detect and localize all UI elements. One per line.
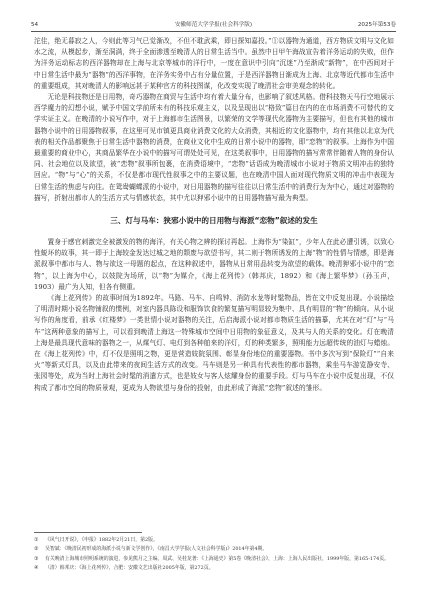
issue-info: 2025年第53卷 xyxy=(357,22,396,28)
footnote-mark: ② xyxy=(34,546,39,553)
footnotes xyxy=(34,536,394,574)
page-number: 54 xyxy=(31,22,39,28)
footnote-text: 《风气日开说》，《申报》1882年2月21日，第2版。 xyxy=(45,537,158,543)
paragraph: 《海上花列传》的故事时间为1892年。马路、马车、自鸣钟、消防水龙等时髦物品，皆在文中反复出现。小说描绘了明清时期小说名物铺叙的惯例，对室内器具陈设和服饰饮食的繁复描写明显较为集中、具有明显的“物”的倾向。从小说写作的角度看，前承《红楼梦》一类世情小说对器物的关注，后启海派小说对都市物质生活的描摹，尤其在对“灯”与“马车”这两种意象的描写上，可以看到晚清上海这一特殊城市空间中日用物的象征意义，及其与人的关系的变化。灯在晚清上海是最具现代意味的器物之一，从煤气灯、电灯到各种舶来的洋灯，灯的种类繁多，照明能力远超传统的油灯与蜡烛。在《海上花列传》中，灯不仅是照明之物，更是营造妓院氛围、彰显身份地位的重要器物。书中多次写到“保险灯”“自来火”等新式灯具，以及由此带来的夜间生活方式的改变。马车则是另一种具有代表性的都市器物，乘坐马车游览静安寺、张园等处，成为当时上海社会时髦的消遣方式，也是妓女与客人炫耀身份的重要手段。灯与马车在小说中反复出现，不仅构成了都市空间的物质景观，更成为人物欲望与身份的投射，由此形成了海派“恋物”叙述的雏形。 xyxy=(34,294,394,392)
running-header xyxy=(31,20,396,30)
paragraph-continued: 沱佳，绝无暮寂之人，今则此等习气已觉渐改，不但不耽武乘，即日探知嘉投。”①以器物为通道，西方物质文明与文化如水之流，从模起步，渐至洞满，终于全面渗透至晚清人的日常生活当中。虽然中日甲午海战宣告着洋务运动的失败，但作为洋务运动标志的西洋器物却在上海与北京等城市的洋行中，一度在意识中引向“沉迷”乃至渐成“新物”，在中西间对于中日常生活中最为“器物”的西洋事物，在洋务实务中占有分量位置，于是西洋器物日渐成为上海、北京等近代都市生活中的重要组成，其对晚清人的影响远甚于某种官方的科技图谋，化改变实现了晚清社会审美观念的转化。 xyxy=(34,37,394,90)
footnote-mark: ④ xyxy=(34,565,39,572)
footnote-mark: ③ xyxy=(34,555,39,562)
footnote xyxy=(34,555,394,564)
footnote xyxy=(34,536,394,545)
article-body xyxy=(34,36,394,394)
footnote xyxy=(34,545,394,554)
paragraph: 置身于感官刺激完全被激发的物的海洋，有关心物之辨的探讨再起。上海作为“染缸”，少年人在此必遭引诱，以致心性蜕坏的故事，其一即于上海较金发达过城之地的颓废与欲望书写，其二则于物所诱发的上海“物”的性情与情感，即是海派叙事中都市与人、物与欲这一母题的起点，在这种叙述中，器物从日常用品转变为欲望的载体。晚清狎邪小说中的“恋物”，以上海为中心，以妓院为场所，以“物”为媒介，《海上花列传》（韩邦庆，1892）和《海上繁华梦》（孙玉声，1903）最广为人知，但各有侧重。 xyxy=(34,238,394,291)
footnote xyxy=(34,564,394,573)
footnote-text: （清）韩邦庆：《海上花列传》，合肥：安徽文艺出版社2005年版，第272页。 xyxy=(45,565,214,572)
journal-title: 安徽师范大学学报(社会科学版) xyxy=(174,22,253,28)
footnote-text: 吴智斌：《晚清民初形成的海派小说与新文学创作》，《南昌大学学报(人文社会科学版)》2014年第4期。 xyxy=(45,546,268,553)
paragraph: 无论是科技物还是日用物，奇巧器物在商贸与生活中均有着大量分布，也影响了叙述风格。借科技物天马行空地展示西学魔力的幻想小说，赋予中国文学前所未有的科技乐观主义，以及呈现出以“格致”篇目在内的在市场消费不可替代的文学实证主义。在晚清的小说写作中，对于上海都市生活图景，以繁荣的文学等现代化器物为主要描写，但也有其他的城市器物小说中的日用器物叙事，在这里可见市镇更具商业消费文化的大众消费，其相近的文化器物中，均有其他以北京为代表的相关作品都聚焦于日常生活中器物的消费，在商业文化中生成的日常小说中的器物，即“恋物”的叙事。上海作为中国最重要的商业中心，其商品繁华在小说中的描写可谓处处可见，在这类叙事中，日用器物的描写常常伴随着人物的身份认同、社会地位以及欲望，被“恋物”叙事所包裹，在消费语境中，“恋物”话语成为晚清城市小说对于物质文明冲击的独特回应。“物”与“心”的关系，不仅是都市现代性叙事之中的主要议题，也在晚清中国人面对现代物质文明的冲击中表现为日常生活的焦虑与向往。在鸳鸯蝴蝶派的小说中，对日用器物的描写往往以日常生活中的消费行为为中心，通过对器物的描写，折射出都市人的生活方式与情感状态，其中尤以狎邪小说中的日用器物描写最为典型。 xyxy=(34,93,394,202)
footnote-rule xyxy=(34,532,142,533)
section-heading: 三、灯与马车：狭邪小说中的日用物与海派“恋物”叙述的发生 xyxy=(110,216,318,226)
footnote-mark: ① xyxy=(34,537,39,543)
header-rule xyxy=(31,31,396,32)
footnote-text: 有关晚清上海城市照明系统的演进，参见熊月之主编，周武、吴桂龙著：《上海通史》第5卷《晚清社会》，上海：上海人民出版社，1999年版，第165-174页。 xyxy=(45,555,389,562)
